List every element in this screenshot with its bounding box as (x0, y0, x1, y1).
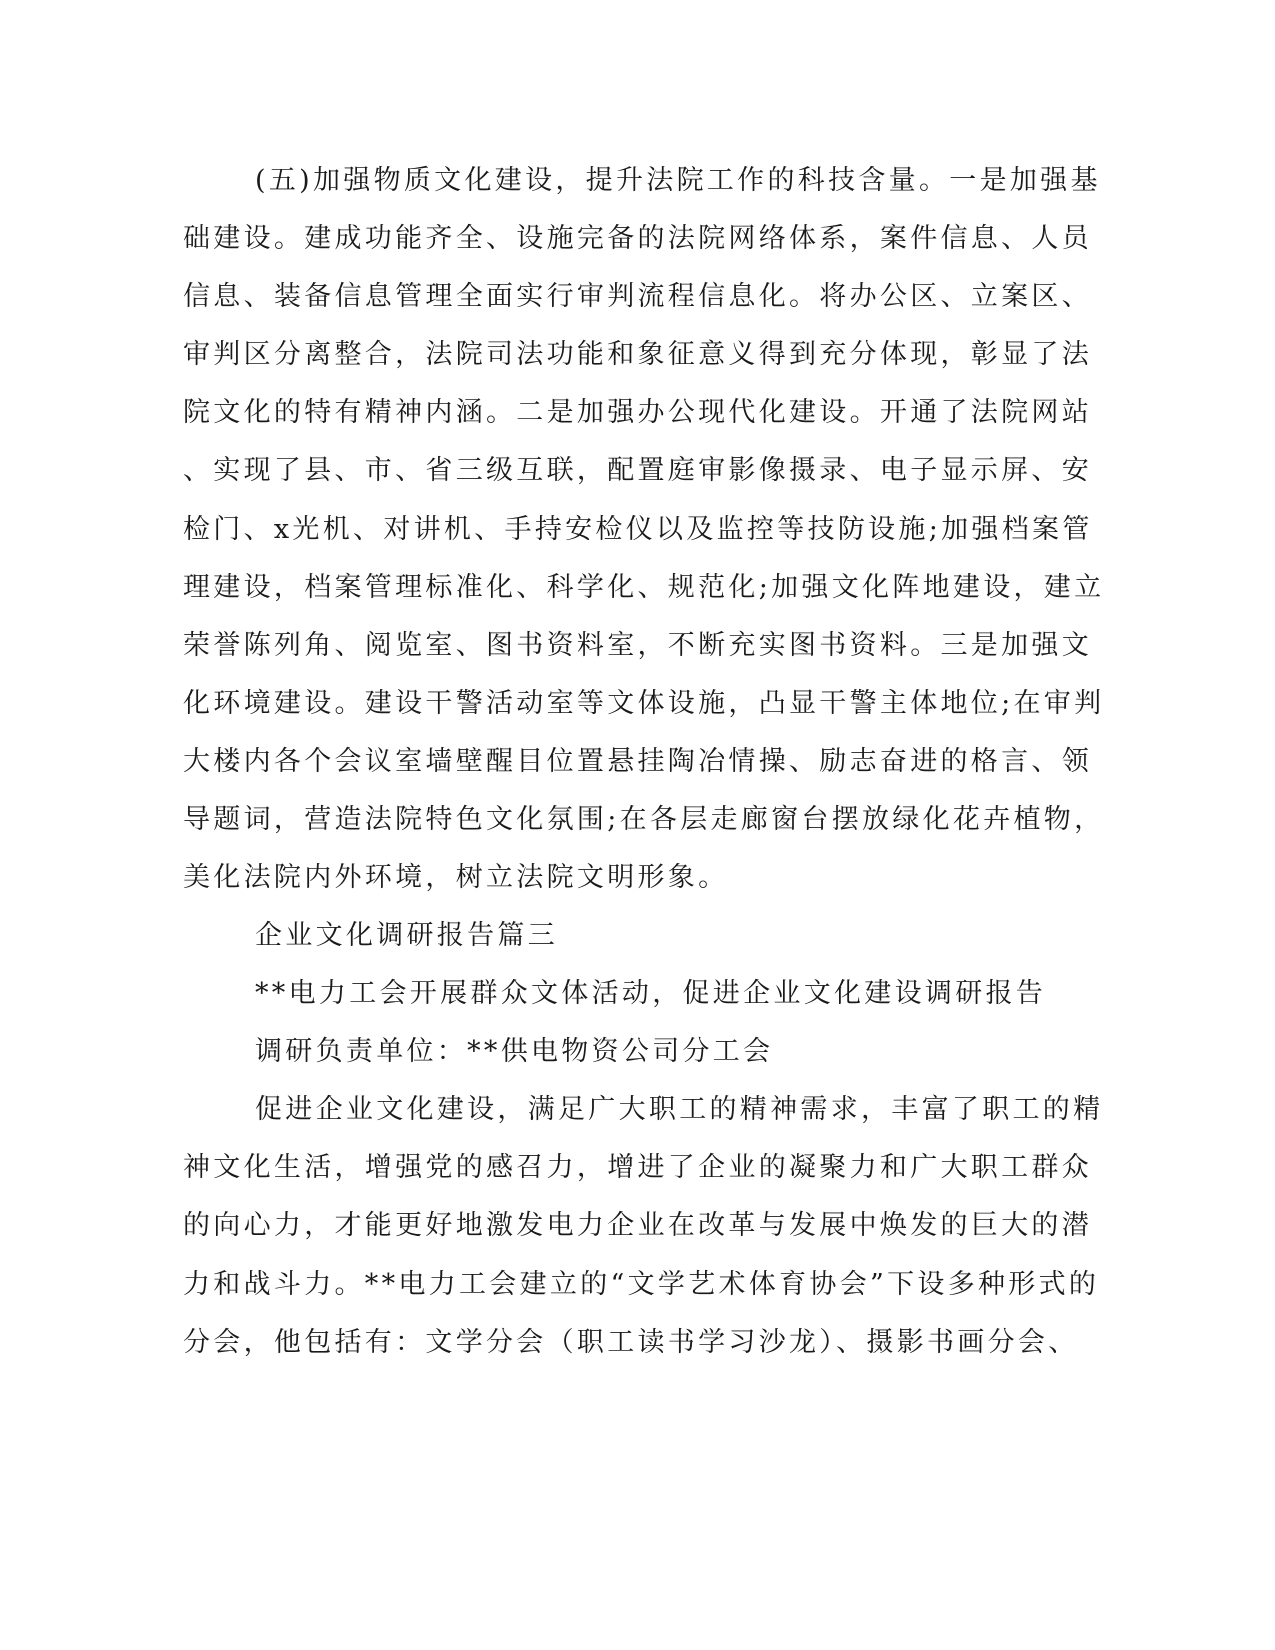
text-line: 荣誉陈列角、阅览室、图书资料室，不断充实图书资料。三是加强文 (183, 630, 1092, 661)
section-heading: 企业文化调研报告篇三 (255, 920, 558, 951)
text-line: 力和战斗力。**电力工会建立的“文学艺术体育协会”下设多种形式的 (183, 1269, 1100, 1300)
text-line: 审判区分离整合，法院司法功能和象征意义得到充分体现，彰显了法 (183, 339, 1092, 370)
text-line: (五)加强物质文化建设，提升法院工作的科技含量。一是加强基 (255, 165, 1101, 196)
text-line: 理建设，档案管理标准化、科学化、规范化;加强文化阵地建设，建立 (183, 572, 1105, 603)
text-line: 、实现了县、市、省三级互联，配置庭审影像摄录、电子显示屏、安 (183, 455, 1092, 486)
text-line: 化环境建设。建设干警活动室等文体设施，凸显干警主体地位;在审判 (183, 688, 1105, 719)
text-line: 院文化的特有精神内涵。二是加强办公现代化建设。开通了法院网站 (183, 397, 1092, 428)
text-line: 大楼内各个会议室墙壁醒目位置悬挂陶冶情操、励志奋进的格言、领 (183, 746, 1092, 777)
text-line: 信息、装备信息管理全面实行审判流程信息化。将办公区、立案区、 (183, 281, 1092, 312)
text-line: 神文化生活，增强党的感召力，增进了企业的凝聚力和广大职工群众 (183, 1152, 1092, 1183)
text-line: 检门、x光机、对讲机、手持安检仪以及监控等技防设施;加强档案管 (183, 514, 1093, 545)
text-line: 础建设。建成功能齐全、设施完备的法院网络体系，案件信息、人员 (183, 223, 1092, 254)
text-line: 促进企业文化建设，满足广大职工的精神需求，丰富了职工的精 (255, 1094, 1104, 1125)
text-line: 的向心力，才能更好地激发电力企业在改革与发展中焕发的巨大的潜 (183, 1210, 1092, 1241)
text-line: 分会，他包括有：文学分会（职工读书学习沙龙）、摄影书画分会、 (183, 1327, 1079, 1358)
text-line: 美化法院内外环境，树立法院文明形象。 (183, 862, 729, 893)
responsible-unit: 调研负责单位：**供电物资公司分工会 (255, 1036, 774, 1067)
report-title: **电力工会开展群众文体活动，促进企业文化建设调研报告 (255, 978, 1047, 1009)
text-line: 导题词，营造法院特色文化氛围;在各层走廊窗台摆放绿化花卉植物， (183, 804, 1105, 835)
